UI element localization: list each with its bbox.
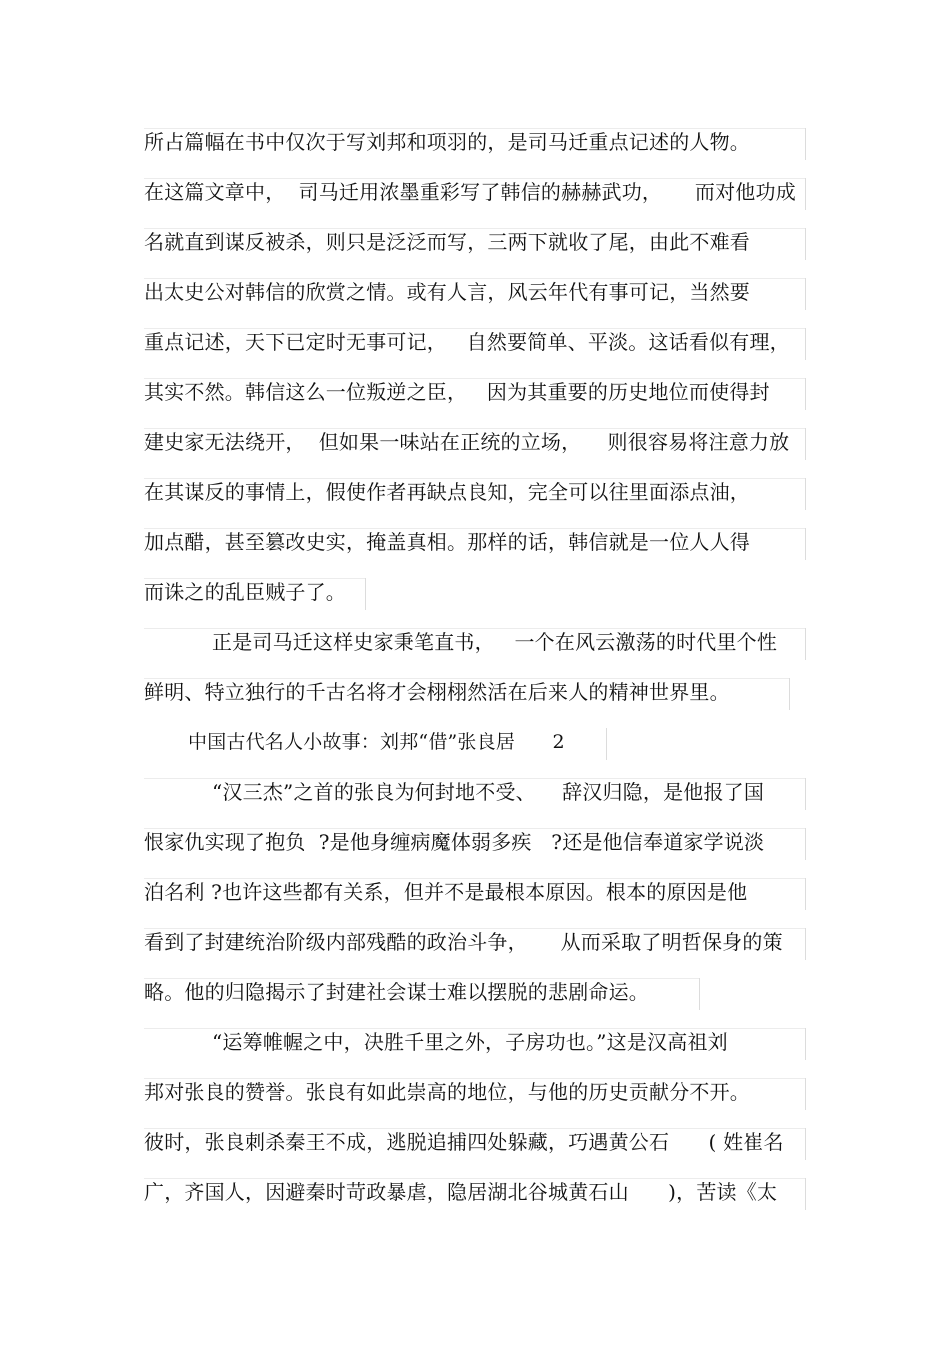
rule-line: [805, 928, 806, 960]
text-line: 看到了封建统治阶级内部残酷的政治斗争， 从而采取了明哲保身的策: [144, 930, 783, 954]
rule-line: [805, 1128, 806, 1160]
rule-line: [805, 478, 806, 510]
rule-line: [805, 1028, 806, 1060]
section-title: 中国古代名人小故事：刘邦“借”张良居 2: [188, 731, 565, 753]
rule-line: [805, 628, 806, 660]
text-line: 恨家仇实现了抱负 ?是他身缠病魔体弱多疾 ?还是他信奉道家学说淡: [144, 830, 765, 854]
text-line: 广，齐国人，因避秦时苛政暴虐，隐居湖北谷城黄石山 )，苦读《太: [144, 1180, 778, 1204]
text-line: 邦对张良的赞誉。张良有如此崇高的地位，与他的历史贡献分不开。: [144, 1080, 750, 1104]
rule-line: [805, 228, 806, 260]
text-line: 在这篇文章中， 司马迁用浓墨重彩写了韩信的赫赫武功， 而对他功成: [144, 180, 796, 204]
text-line: 正是司马迁这样史家秉笔直书， 一个在风云激荡的时代里个性: [212, 630, 778, 654]
rule-line: [606, 728, 607, 760]
rule-line: [805, 278, 806, 310]
text-line: “运筹帷幄之中，决胜千里之外，子房功也。”这是汉高祖刘: [212, 1030, 728, 1054]
rule-line: [805, 828, 806, 860]
rule-line: [805, 528, 806, 560]
text-line: 而诛之的乱臣贼子了。: [144, 580, 346, 604]
rule-line: [805, 328, 806, 360]
text-line: 所占篇幅在书中仅次于写刘邦和项羽的，是司马迁重点记述的人物。: [144, 130, 750, 154]
text-line: 在其谋反的事情上，假使作者再缺点良知，完全可以往里面添点油，: [144, 480, 750, 504]
rule-line: [805, 428, 806, 460]
rule-line: [805, 778, 806, 810]
rule-line: [805, 878, 806, 910]
rule-line: [805, 378, 806, 410]
text-line: 泊名利 ?也许这些都有关系，但并不是最根本原因。根本的原因是他: [144, 880, 748, 904]
rule-line: [789, 678, 790, 710]
text-line: “汉三杰”之首的张良为何封地不受、 辞汉归隐，是他报了国: [212, 780, 765, 804]
rule-line: [699, 978, 700, 1010]
text-line: 彼时，张良刺杀秦王不成，逃脱追捕四处躲藏，巧遇黄公石 ( 姓崔名: [144, 1130, 784, 1154]
text-line: 重点记述，天下已定时无事可记， 自然要简单、平淡。这话看似有理，: [144, 330, 790, 354]
rule-line: [805, 1178, 806, 1210]
text-line: 出太史公对韩信的欣赏之情。或有人言，风云年代有事可记，当然要: [144, 280, 750, 304]
rule-line: [805, 178, 806, 210]
text-line: 鲜明、特立独行的千古名将才会栩栩然活在后来人的精神世界里。: [144, 680, 730, 704]
text-line: 略。他的归隐揭示了封建社会谋士难以摆脱的悲剧命运。: [144, 980, 649, 1004]
rule-line: [805, 1078, 806, 1110]
text-line: 名就直到谋反被杀，则只是泛泛而写，三两下就收了尾，由此不难看: [144, 230, 750, 254]
rule-line: [365, 578, 366, 610]
text-line: 其实不然。韩信这么一位叛逆之臣， 因为其重要的历史地位而使得封: [144, 380, 770, 404]
rule-line: [805, 128, 806, 160]
text-line: 加点醋，甚至篡改史实，掩盖真相。那样的话，韩信就是一位人人得: [144, 530, 750, 554]
text-line: 建史家无法绕开， 但如果一味站在正统的立场， 则很容易将注意力放: [144, 430, 790, 454]
